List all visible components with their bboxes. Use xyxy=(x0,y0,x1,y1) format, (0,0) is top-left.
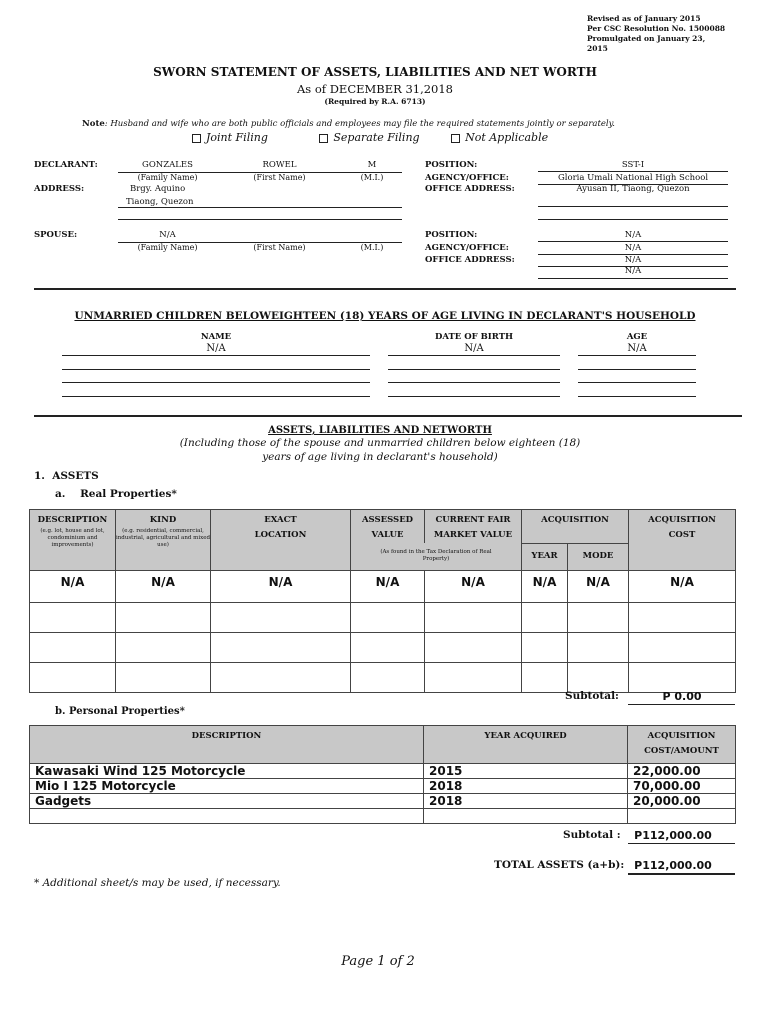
real-mode-cell: N/A xyxy=(568,570,629,602)
pp-year-cell: 2018 xyxy=(424,794,628,809)
office-address-line-1 xyxy=(538,206,728,207)
separate-filing-option[interactable] xyxy=(319,131,419,144)
note-text: : Husband and wife who are both public officials and employees may file the required statements jointly or separately. xyxy=(104,119,615,129)
revision-line-4: 2015 xyxy=(587,44,608,53)
pp-description-header-cell xyxy=(30,726,424,764)
not-applicable-option[interactable] xyxy=(451,131,548,144)
col-kind-header xyxy=(116,510,211,571)
children-name-value: N/A xyxy=(206,343,226,354)
declarant-mi: M xyxy=(367,160,377,170)
pp-description-cell: Kawasaki Wind 125 Motorcycle xyxy=(30,764,424,779)
children-row-line xyxy=(578,396,696,397)
office-address-label: OFFICE ADDRESS: xyxy=(425,184,515,194)
required-by: (Required by R.A. 6713) xyxy=(324,97,426,106)
mode-header: MODE xyxy=(582,551,614,561)
spouse-position-label: POSITION: xyxy=(425,230,478,240)
children-row-line xyxy=(388,396,560,397)
revision-note xyxy=(587,14,725,54)
spouse-office-address-1: N/A xyxy=(624,255,642,265)
col-year-header xyxy=(522,543,568,570)
joint-filing-option[interactable] xyxy=(192,131,268,144)
table-row xyxy=(30,764,736,779)
page-number: Page 1 of 2 xyxy=(341,954,415,969)
table-row xyxy=(30,794,736,809)
acq-cost-header-2: COST xyxy=(668,530,696,540)
pp-cost-header-2: COST/AMOUNT xyxy=(644,746,719,756)
col-market-header xyxy=(425,510,522,544)
spouse-family-name: N/A xyxy=(159,230,176,240)
filing-note xyxy=(82,119,615,129)
children-title: UNMARRIED CHILDREN BELOWEIGHTEEN (18) YEARS OF AGE LIVING IN DECLARANT'S HOUSEHOLD xyxy=(74,310,696,322)
address-line-rule-2 xyxy=(118,219,402,220)
real-kind-cell: N/A xyxy=(116,570,211,602)
assessed-header: ASSESSED xyxy=(361,515,414,525)
spouse-mi-caption: (M.I.) xyxy=(360,243,384,252)
as-of-date: As of DECEMBER 31,2018 xyxy=(297,82,453,96)
total-assets-line xyxy=(628,873,735,875)
children-name-header: NAME xyxy=(200,332,232,342)
spouse-office-address-label: OFFICE ADDRESS: xyxy=(425,255,515,265)
additional-sheet-note: * Additional sheet/s may be used, if necessary. xyxy=(34,877,281,889)
value-header: VALUE xyxy=(371,530,404,540)
pp-cost-header-cell xyxy=(628,726,736,764)
declarant-first-name: ROWEL xyxy=(262,160,297,170)
year-header: YEAR xyxy=(531,551,558,561)
children-row-line xyxy=(578,355,696,356)
revision-line-2: Per CSC Resolution No. 1500088 xyxy=(587,24,726,33)
spouse-agency-label: AGENCY/OFFICE: xyxy=(425,243,509,253)
address-line-rule-1 xyxy=(118,207,402,208)
real-location-cell: N/A xyxy=(211,570,351,602)
real-properties-heading: a. Real Properties* xyxy=(55,488,177,500)
pp-year-header-cell xyxy=(424,726,628,764)
personal-subtotal-value: P112,000.00 xyxy=(634,829,712,842)
spouse-position-line xyxy=(538,241,728,242)
declarant-position: SST-I xyxy=(621,160,645,170)
tax-note: (As found in the Tax Declaration of Real Property) xyxy=(380,549,492,563)
pp-year-cell: 2015 xyxy=(424,764,628,779)
pp-description-header: DESCRIPTION xyxy=(191,731,262,741)
table-row xyxy=(30,809,736,824)
office-address-line-2 xyxy=(538,219,728,220)
real-subtotal-line xyxy=(628,704,735,705)
spouse-agency: N/A xyxy=(624,243,642,253)
spouse-office-address-2: N/A xyxy=(624,266,642,276)
description-header: DESCRIPTION xyxy=(37,515,108,525)
acq-cost-header-1: ACQUISITION xyxy=(648,515,716,525)
children-row-line xyxy=(62,382,370,383)
col-acquisition-header xyxy=(522,510,629,544)
kind-header: KIND xyxy=(149,515,177,525)
real-subtotal-label: Subtotal: xyxy=(565,690,619,702)
address-line-1: Brgy. Aquino xyxy=(130,184,186,194)
col-location-header xyxy=(211,510,351,571)
children-dob-header: DATE OF BIRTH xyxy=(434,332,514,342)
page-title: SWORN STATEMENT OF ASSETS, LIABILITIES AND NET WORTH xyxy=(153,65,597,79)
assets-heading: 1. ASSETS xyxy=(34,470,99,482)
pp-cost-cell: 70,000.00 xyxy=(628,779,736,794)
real-cost-cell: N/A xyxy=(629,570,736,602)
agency-label: AGENCY/OFFICE: xyxy=(425,173,509,183)
location-header: LOCATION xyxy=(254,530,307,540)
pp-year-cell: 2018 xyxy=(424,779,628,794)
market-value-header: MARKET VALUE xyxy=(433,530,513,540)
real-assessed-cell: N/A xyxy=(351,570,425,602)
current-fair-header: CURRENT FAIR xyxy=(435,515,511,525)
joint-filing-label: Joint Filing xyxy=(206,131,268,144)
real-year-cell: N/A xyxy=(522,570,568,602)
joint-filing-checkbox[interactable] xyxy=(192,134,201,143)
declarant-office-address: Ayusan II, Tiaong, Quezon xyxy=(576,184,690,194)
col-description-header xyxy=(30,510,116,571)
spouse-family-caption: (Family Name) xyxy=(137,243,198,252)
personal-subtotal-line xyxy=(628,843,735,844)
real-properties-table xyxy=(29,509,736,693)
declarant-family-caption: (Family Name) xyxy=(137,173,198,182)
spouse-first-caption: (First Name) xyxy=(253,243,306,252)
total-assets-label: TOTAL ASSETS (a+b): xyxy=(494,859,625,871)
not-applicable-checkbox[interactable] xyxy=(451,134,460,143)
children-row-line xyxy=(578,369,696,370)
real-market-cell: N/A xyxy=(425,570,522,602)
table-row xyxy=(30,662,736,692)
separate-filing-checkbox[interactable] xyxy=(319,134,328,143)
children-row-line xyxy=(388,369,560,370)
exact-header: EXACT xyxy=(264,515,297,525)
position-label: POSITION: xyxy=(425,160,478,170)
note-label: Note xyxy=(82,119,105,129)
children-row-line xyxy=(578,382,696,383)
acquisition-header: ACQUISITION xyxy=(541,515,609,525)
col-mode-header xyxy=(568,543,629,570)
pp-description-cell: Gadgets xyxy=(30,794,424,809)
description-subheader: (e.g. lot, house and lot, condominium and improvements) xyxy=(40,528,105,548)
alnw-subtitle-2: years of age living in declarant's household) xyxy=(262,451,498,463)
declarant-mi-caption: (M.I.) xyxy=(360,173,384,182)
children-age-value: N/A xyxy=(627,343,647,354)
alnw-title: ASSETS, LIABILITIES AND NETWORTH xyxy=(268,425,492,436)
declarant-agency: Gloria Umali National High School xyxy=(557,173,709,183)
declarant-family-name: GONZALES xyxy=(142,160,193,170)
table-row xyxy=(30,779,736,794)
total-assets-value: P112,000.00 xyxy=(634,859,712,872)
declarant-first-caption: (First Name) xyxy=(253,173,306,182)
real-description-cell: N/A xyxy=(30,570,116,602)
children-row-line xyxy=(62,369,370,370)
children-age-header: AGE xyxy=(626,332,648,342)
declarant-label: DECLARANT: xyxy=(34,160,98,170)
filing-options xyxy=(192,131,548,144)
pp-year-header: YEAR ACQUIRED xyxy=(484,731,567,741)
spouse-label: SPOUSE: xyxy=(34,230,78,240)
col-assessed-header xyxy=(351,510,425,544)
revision-line-3: Promulgated on January 23, xyxy=(587,34,706,43)
section-divider-1 xyxy=(34,288,736,290)
tax-note-cell xyxy=(351,543,522,570)
real-subtotal-value: P 0.00 xyxy=(662,690,702,703)
children-row-line xyxy=(62,355,370,356)
children-row-line xyxy=(388,382,560,383)
not-applicable-label: Not Applicable xyxy=(465,131,549,144)
table-row xyxy=(30,602,736,632)
address-line-2: Tiaong, Quezon xyxy=(126,197,194,207)
kind-subheader: (e.g. residential, commercial, industrial, agricultural and mixed use) xyxy=(116,528,210,548)
table-row xyxy=(30,632,736,662)
personal-properties-heading: b. Personal Properties* xyxy=(55,706,185,717)
separate-filing-label: Separate Filing xyxy=(333,131,420,144)
real-property-row xyxy=(30,570,736,602)
children-row-line xyxy=(62,396,370,397)
children-row-line xyxy=(388,355,560,356)
personal-subtotal-label: Subtotal : xyxy=(563,829,621,841)
pp-description-cell: Mio I 125 Motorcycle xyxy=(30,779,424,794)
children-dob-value: N/A xyxy=(464,343,484,354)
personal-properties-table xyxy=(29,725,736,824)
pp-cost-header-1: ACQUISITION xyxy=(647,731,716,741)
spouse-office-line-2 xyxy=(538,278,728,279)
alnw-subtitle-1: (Including those of the spouse and unmarried children below eighteen (18) xyxy=(179,437,581,449)
position-line xyxy=(538,171,728,172)
spouse-position: N/A xyxy=(624,230,642,240)
revision-line-1: Revised as of January 2015 xyxy=(587,14,701,23)
section-divider-2 xyxy=(34,415,742,417)
pp-cost-cell: 20,000.00 xyxy=(628,794,736,809)
pp-cost-cell: 22,000.00 xyxy=(628,764,736,779)
address-label: ADDRESS: xyxy=(34,184,85,194)
col-acq-cost-header xyxy=(629,510,736,571)
